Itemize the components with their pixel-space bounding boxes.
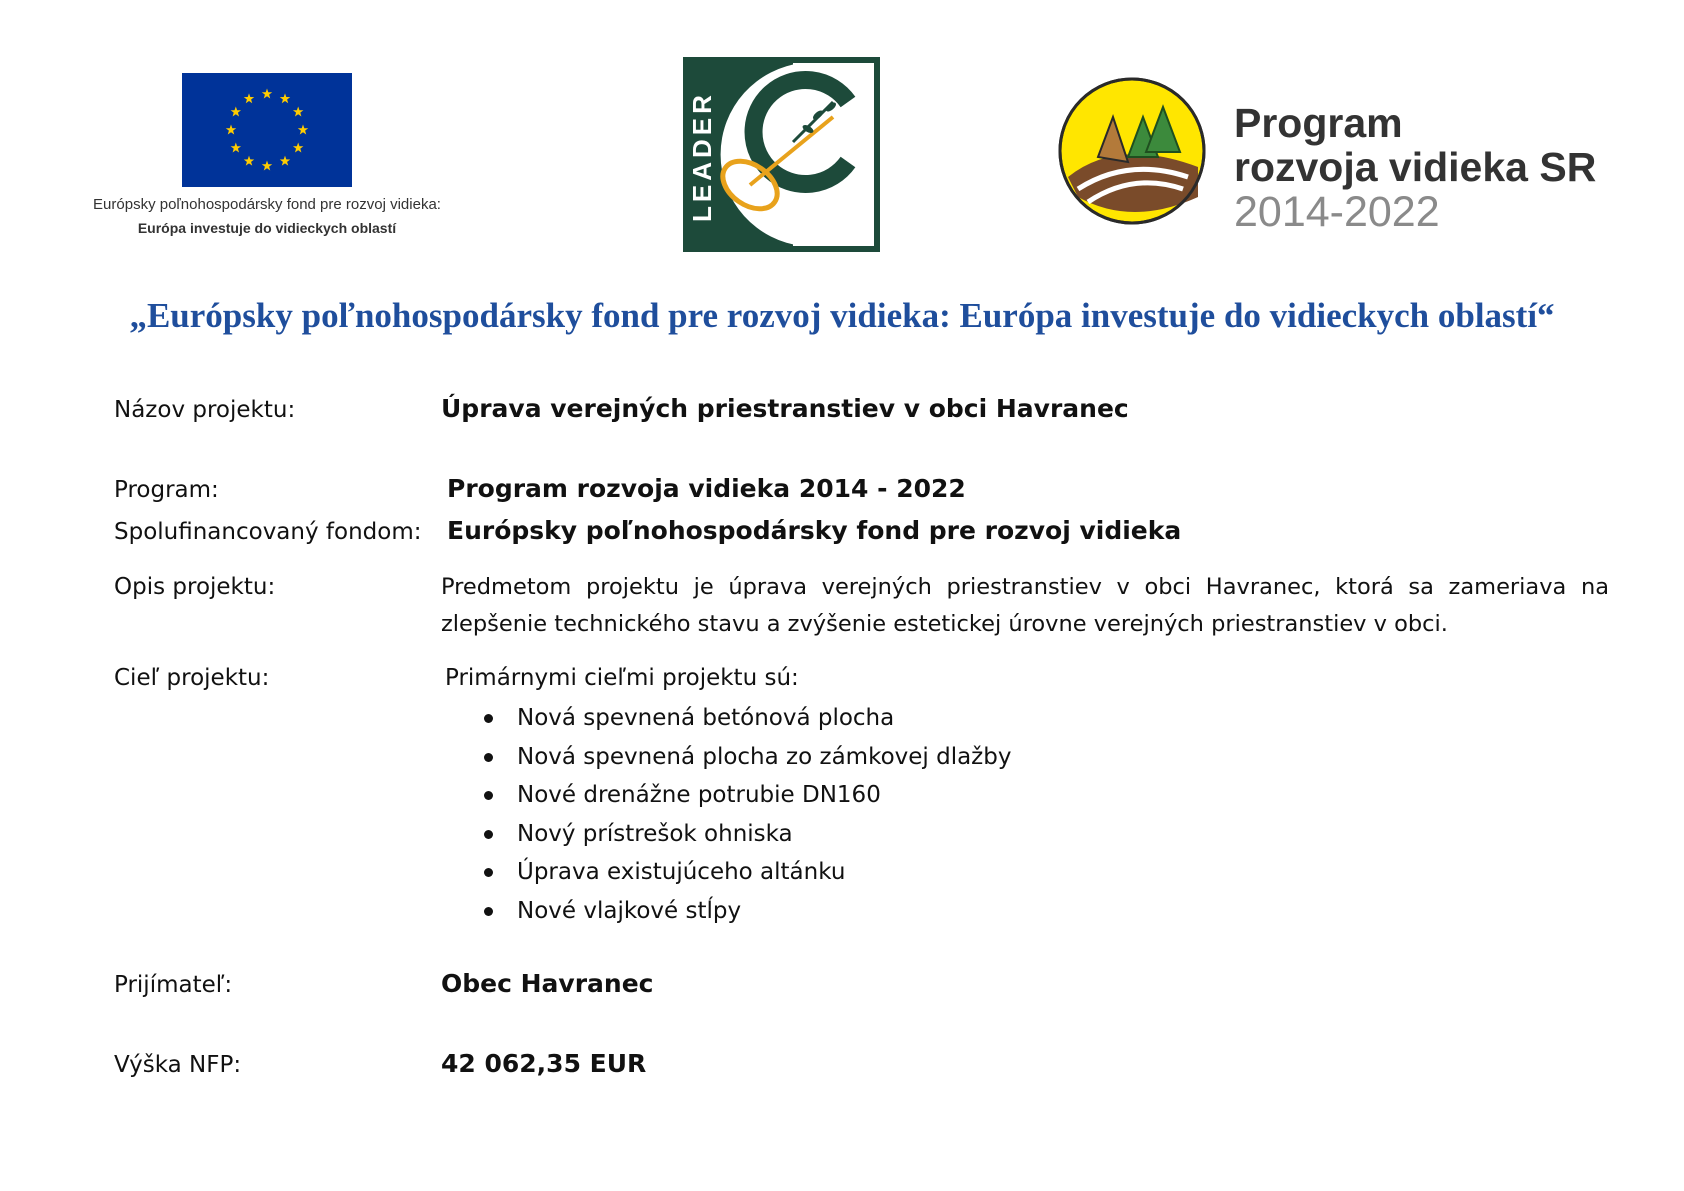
recipient-label: Prijímateľ:: [114, 972, 233, 998]
eu-flag-logo: [182, 73, 352, 187]
svg-text:LEADER: LEADER: [687, 91, 717, 222]
amount-label: Výška NFP:: [114, 1052, 242, 1078]
eu-stars-icon: [182, 73, 352, 187]
project-name-label: Názov projektu:: [114, 397, 296, 423]
goals-list: [484, 699, 1011, 930]
project-name-value: Úprava verejných priestranstiev v obci Havranec: [441, 394, 1129, 423]
prv-emblem-icon: [1058, 77, 1206, 225]
goal-text: Nová spevnená betónová plocha: [517, 705, 895, 731]
bullet-icon: [484, 714, 493, 723]
list-item: [484, 699, 1011, 738]
fund-value: Európsky poľnohospodársky fond pre rozvoj vidieka: [447, 516, 1182, 545]
eu-caption-line1: Európsky poľnohospodársky fond pre rozvoj vidieka:: [93, 196, 441, 213]
fund-label: Spolufinancovaný fondom:: [114, 519, 422, 545]
list-item: [484, 892, 1011, 931]
list-item: [484, 815, 1011, 854]
prv-title-line1: Program: [1234, 100, 1403, 146]
bullet-icon: [484, 830, 493, 839]
goal-label: Cieľ projektu:: [114, 665, 270, 691]
bullet-icon: [484, 907, 493, 916]
list-item: [484, 853, 1011, 892]
list-item: [484, 738, 1011, 777]
goal-text: Nový prístrešok ohniska: [517, 820, 793, 847]
goal-text: Nová spevnená plocha zo zámkovej dlažby: [517, 743, 1012, 770]
amount-value: 42 062,35 EUR: [441, 1049, 647, 1078]
description-label: Opis projektu:: [114, 574, 276, 600]
eu-caption-line2: Európa investuje do vidieckych oblastí: [137, 220, 397, 236]
description-text: Predmetom projektu je úprava verejných priestranstiev v obci Havranec, ktorá sa zameriava na zlepšenie technického stavu a zvýšenie estetickej úrovne verejných priestranstiev v obci.: [441, 574, 1609, 637]
bullet-icon: [484, 868, 493, 877]
list-item: [484, 776, 1011, 815]
bullet-icon: [484, 753, 493, 762]
leader-logo: [683, 57, 880, 252]
prv-title-line3: 2014-2022: [1234, 188, 1440, 236]
goal-intro: Primárnymi cieľmi projektu sú:: [445, 665, 799, 691]
goal-text: Nové vlajkové stĺpy: [517, 897, 742, 924]
bullet-icon: [484, 791, 493, 800]
program-value: Program rozvoja vidieka 2014 - 2022: [447, 474, 966, 503]
goal-text: Nové drenážne potrubie DN160: [517, 782, 881, 808]
program-label: Program:: [114, 477, 219, 503]
goal-text: Úprava existujúceho altánku: [517, 859, 846, 885]
recipient-value: Obec Havranec: [441, 969, 654, 998]
page-headline: „Európsky poľnohospodársky fond pre rozvoj vidieka: Európa investuje do vidieckych oblastí“: [129, 296, 1555, 335]
prv-title-line2: rozvoja vidieka SR: [1234, 144, 1597, 190]
